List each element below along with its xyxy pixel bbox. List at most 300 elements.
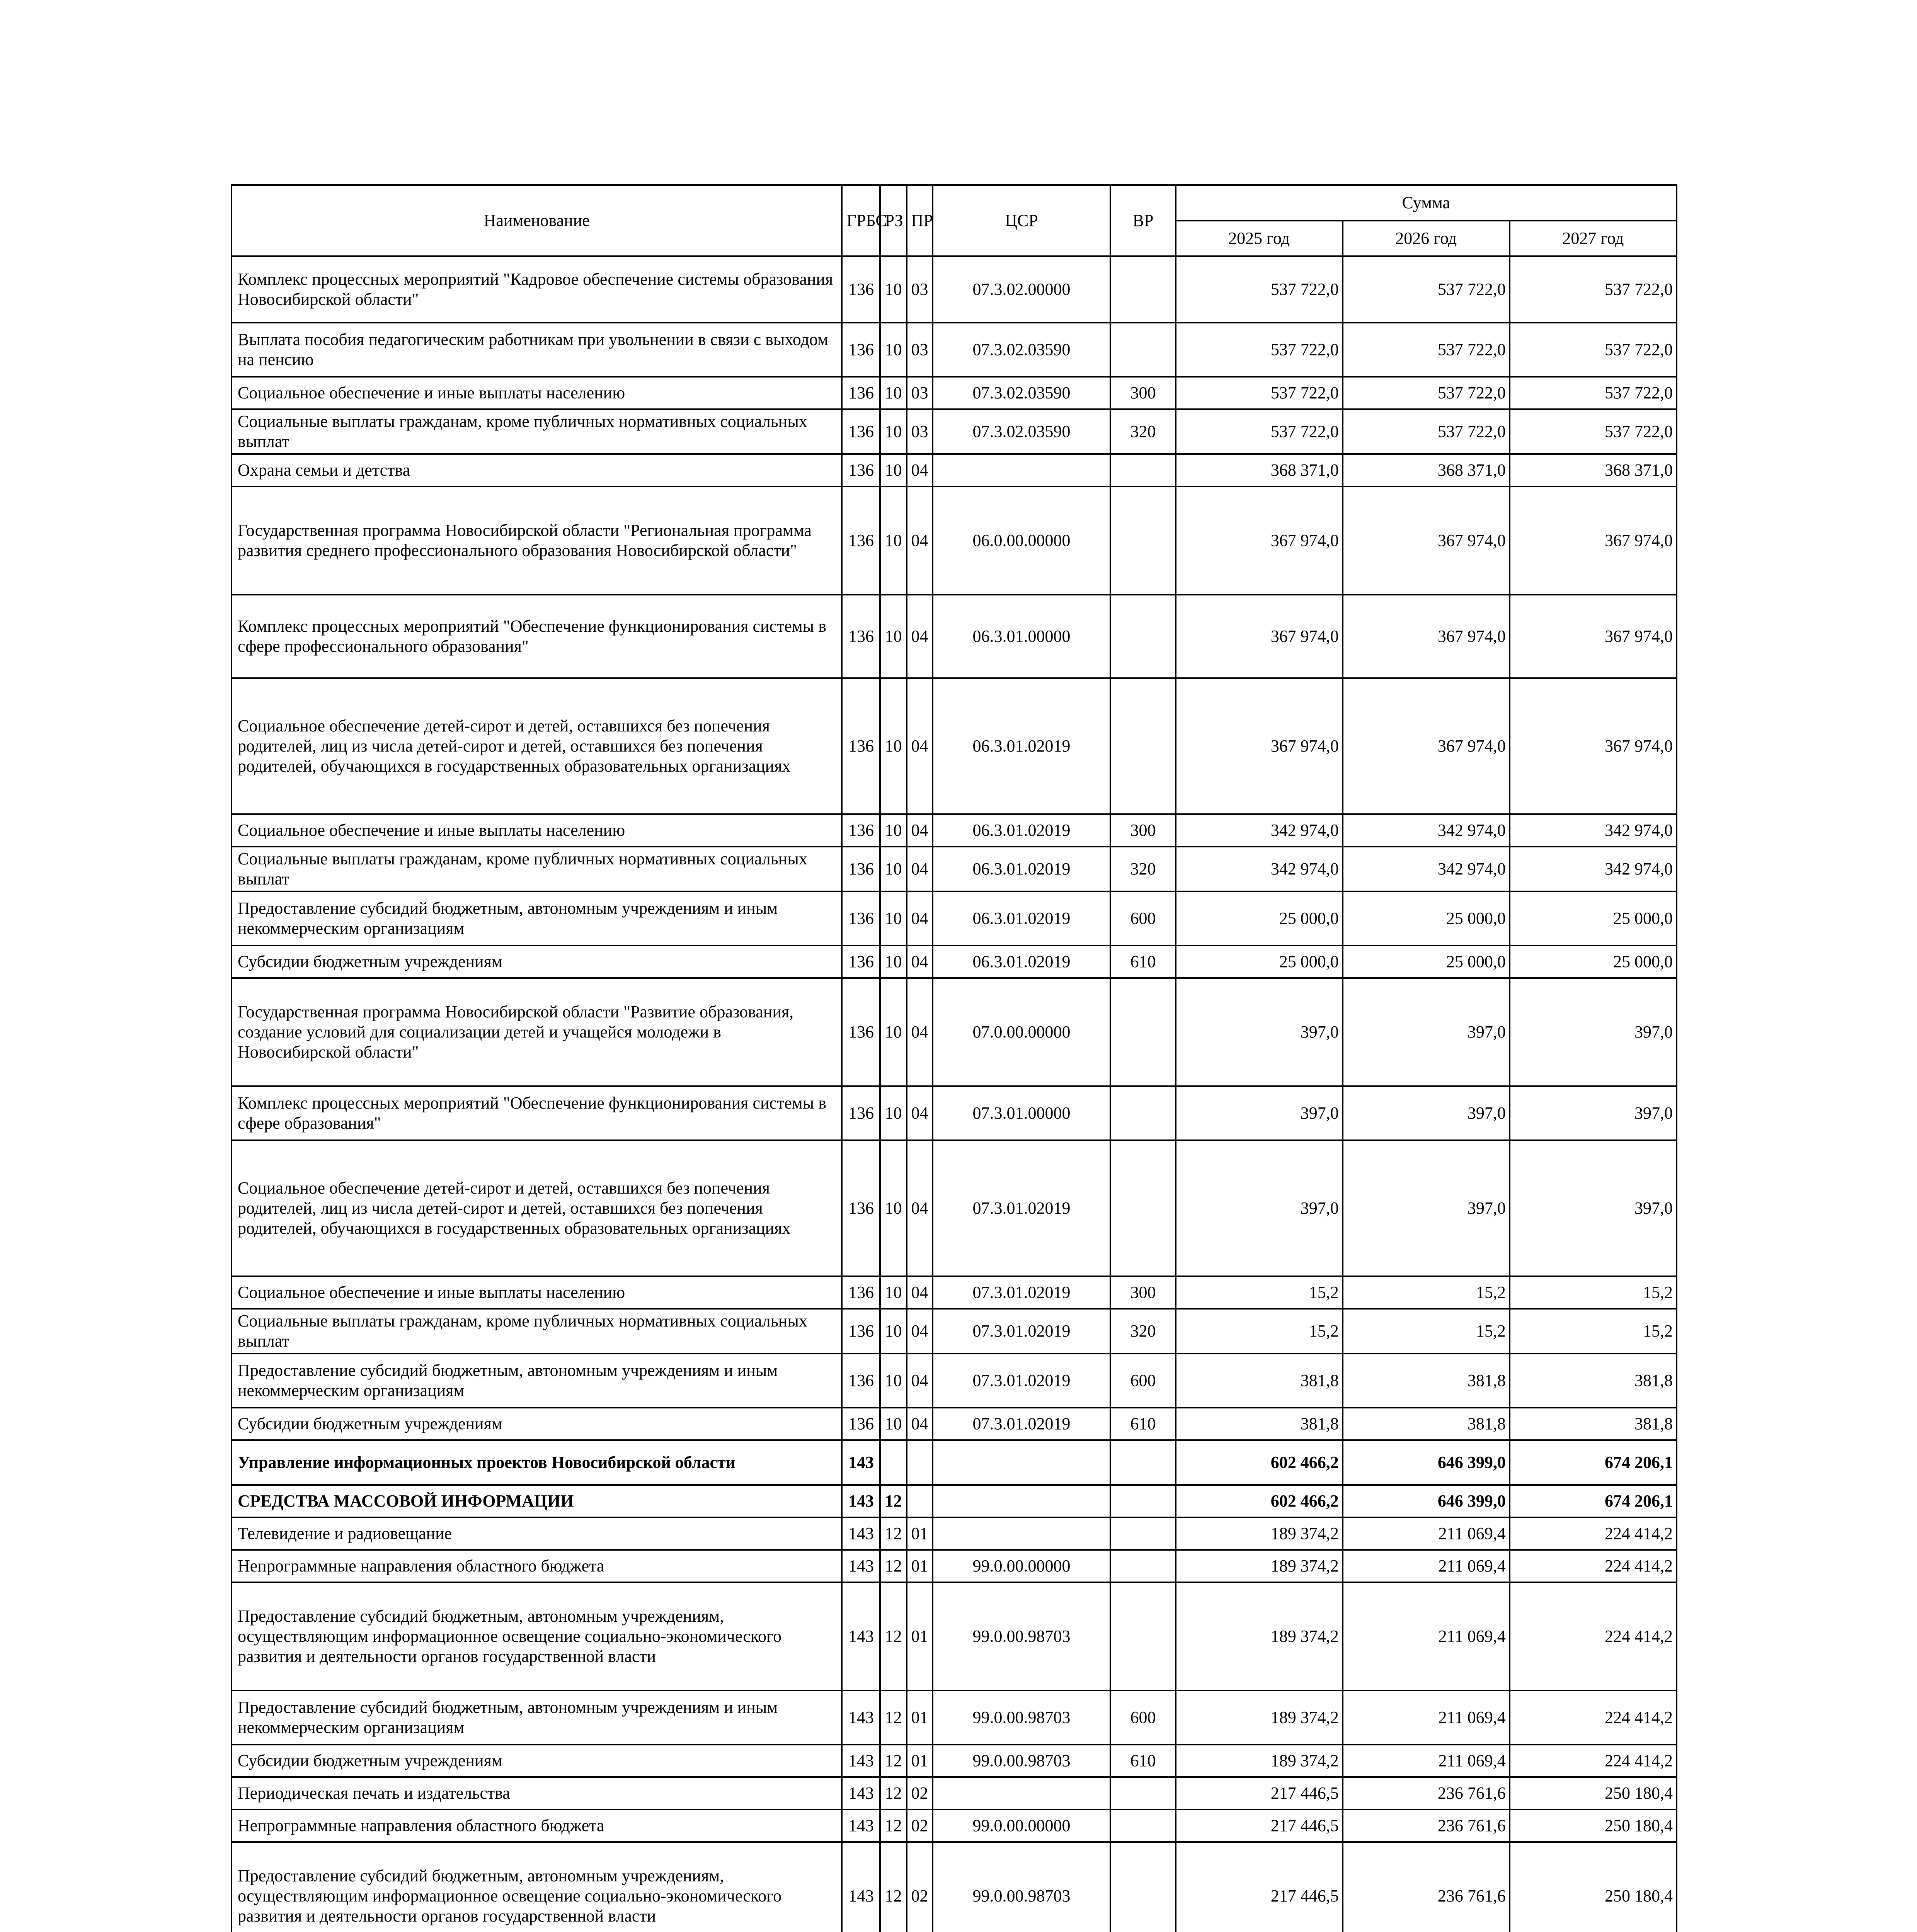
cell-2025: 189 374,2: [1176, 1745, 1343, 1777]
cell-rz: 12: [880, 1582, 906, 1690]
cell-pr: 03: [907, 256, 933, 323]
header-year-2025: 2025 год: [1176, 221, 1343, 256]
cell-csr: [933, 1517, 1111, 1550]
cell-2025: 189 374,2: [1176, 1517, 1343, 1550]
cell-vr: [1110, 256, 1175, 323]
cell-name: Социальное обеспечение и иные выплаты населению: [232, 814, 842, 847]
cell-pr: 04: [907, 847, 933, 891]
cell-name: Социальные выплаты гражданам, кроме публичных нормативных социальных выплат: [232, 1309, 842, 1354]
cell-pr: 03: [907, 377, 933, 409]
cell-grbs: 136: [842, 1140, 880, 1276]
cell-grbs: 136: [842, 256, 880, 323]
cell-2026: 537 722,0: [1343, 256, 1510, 323]
cell-2027: 367 974,0: [1510, 678, 1677, 814]
cell-2026: 397,0: [1343, 1140, 1510, 1276]
cell-vr: [1110, 1086, 1175, 1140]
cell-2027: 15,2: [1510, 1309, 1677, 1354]
table-row: [232, 1086, 1677, 1140]
cell-name: Выплата пособия педагогическим работникам при увольнении в связи с выходом на пенсию: [232, 323, 842, 377]
table-row: [232, 1276, 1677, 1309]
cell-pr: [907, 1485, 933, 1517]
table-row: [232, 595, 1677, 678]
cell-name: Субсидии бюджетным учреждениям: [232, 946, 842, 978]
cell-rz: 10: [880, 1276, 906, 1309]
cell-pr: 04: [907, 1276, 933, 1309]
header-vr: ВР: [1110, 185, 1175, 256]
cell-2026: 211 069,4: [1343, 1517, 1510, 1550]
cell-2026: 211 069,4: [1343, 1582, 1510, 1690]
cell-grbs: 136: [842, 1276, 880, 1309]
cell-vr: [1110, 1517, 1175, 1550]
cell-csr: 07.3.01.02019: [933, 1354, 1111, 1408]
cell-2025: 25 000,0: [1176, 891, 1343, 946]
cell-rz: [880, 1440, 906, 1485]
cell-csr: 07.3.01.02019: [933, 1140, 1111, 1276]
cell-pr: 03: [907, 323, 933, 377]
cell-name: Управление информационных проектов Новосибирской области: [232, 1440, 842, 1485]
table-row: [232, 454, 1677, 486]
cell-grbs: 136: [842, 978, 880, 1086]
cell-2026: 25 000,0: [1343, 891, 1510, 946]
cell-name: Социальное обеспечение детей-сирот и детей, оставшихся без попечения родителей, лиц из числа детей-сирот и детей, оставшихся без попечения родителей, обучающихся в государственных образовательных организациях: [232, 678, 842, 814]
cell-2027: 25 000,0: [1510, 946, 1677, 978]
header-year-2026: 2026 год: [1343, 221, 1510, 256]
cell-pr: 02: [907, 1777, 933, 1810]
cell-rz: 10: [880, 678, 906, 814]
cell-2025: 537 722,0: [1176, 409, 1343, 454]
cell-grbs: 136: [842, 1309, 880, 1354]
cell-2025: 342 974,0: [1176, 847, 1343, 891]
cell-2025: 537 722,0: [1176, 323, 1343, 377]
cell-csr: 07.3.01.02019: [933, 1276, 1111, 1309]
cell-name: Социальное обеспечение и иные выплаты населению: [232, 377, 842, 409]
cell-grbs: 143: [842, 1842, 880, 1932]
table-header: [232, 185, 1677, 256]
cell-2025: 397,0: [1176, 978, 1343, 1086]
cell-2025: 602 466,2: [1176, 1485, 1343, 1517]
cell-vr: 320: [1110, 1309, 1175, 1354]
cell-2027: 250 180,4: [1510, 1777, 1677, 1810]
cell-2026: 381,8: [1343, 1354, 1510, 1408]
cell-2025: 189 374,2: [1176, 1582, 1343, 1690]
cell-csr: 06.3.01.02019: [933, 814, 1111, 847]
cell-pr: 04: [907, 1086, 933, 1140]
cell-rz: 10: [880, 1408, 906, 1440]
cell-2026: 211 069,4: [1343, 1745, 1510, 1777]
cell-name: Комплекс процессных мероприятий "Кадровое обеспечение системы образования Новосибирской области": [232, 256, 842, 323]
cell-2025: 25 000,0: [1176, 946, 1343, 978]
cell-vr: [1110, 323, 1175, 377]
cell-grbs: 143: [842, 1517, 880, 1550]
cell-2026: 15,2: [1343, 1276, 1510, 1309]
cell-2025: 217 446,5: [1176, 1810, 1343, 1842]
cell-2026: 25 000,0: [1343, 946, 1510, 978]
cell-csr: [933, 1777, 1111, 1810]
table-row: [232, 409, 1677, 454]
cell-2026: 236 761,6: [1343, 1777, 1510, 1810]
cell-vr: 600: [1110, 1354, 1175, 1408]
table-row: [232, 1309, 1677, 1354]
cell-pr: 04: [907, 1408, 933, 1440]
header-grbs: ГРБС: [842, 185, 880, 256]
table-row: [232, 1777, 1677, 1810]
cell-2027: 224 414,2: [1510, 1550, 1677, 1582]
cell-pr: 04: [907, 946, 933, 978]
cell-vr: [1110, 1550, 1175, 1582]
cell-grbs: 136: [842, 814, 880, 847]
cell-pr: 04: [907, 1140, 933, 1276]
cell-2026: 368 371,0: [1343, 454, 1510, 486]
cell-2027: 397,0: [1510, 978, 1677, 1086]
cell-csr: [933, 454, 1111, 486]
cell-name: Охрана семьи и детства: [232, 454, 842, 486]
cell-name: Периодическая печать и издательства: [232, 1777, 842, 1810]
table-row: [232, 1745, 1677, 1777]
cell-pr: 04: [907, 678, 933, 814]
cell-csr: 06.3.01.02019: [933, 847, 1111, 891]
cell-grbs: 136: [842, 377, 880, 409]
cell-2026: 236 761,6: [1343, 1842, 1510, 1932]
cell-rz: 10: [880, 946, 906, 978]
cell-name: Предоставление субсидий бюджетным, автономным учреждениям, осуществляющим информационное освещение социально-экономического развития и деятельности органов государственной власти: [232, 1582, 842, 1690]
table-row: [232, 1842, 1677, 1932]
cell-2026: 367 974,0: [1343, 486, 1510, 595]
cell-2025: 381,8: [1176, 1408, 1343, 1440]
cell-csr: 99.0.00.98703: [933, 1842, 1111, 1932]
cell-pr: 01: [907, 1690, 933, 1745]
cell-2027: 674 206,1: [1510, 1440, 1677, 1485]
cell-csr: 07.3.01.02019: [933, 1309, 1111, 1354]
cell-pr: [907, 1440, 933, 1485]
cell-2027: 224 414,2: [1510, 1745, 1677, 1777]
cell-2027: 367 974,0: [1510, 486, 1677, 595]
cell-rz: 10: [880, 486, 906, 595]
cell-rz: 10: [880, 1354, 906, 1408]
cell-rz: 10: [880, 256, 906, 323]
cell-pr: 02: [907, 1842, 933, 1932]
cell-vr: 320: [1110, 847, 1175, 891]
cell-2026: 397,0: [1343, 978, 1510, 1086]
cell-csr: 06.0.00.00000: [933, 486, 1111, 595]
cell-2026: 342 974,0: [1343, 847, 1510, 891]
cell-grbs: 136: [842, 1408, 880, 1440]
header-pr: ПР: [907, 185, 933, 256]
table-row: [232, 891, 1677, 946]
cell-csr: 99.0.00.00000: [933, 1810, 1111, 1842]
table-row: [232, 1140, 1677, 1276]
cell-2027: 674 206,1: [1510, 1485, 1677, 1517]
table-row: [232, 1408, 1677, 1440]
cell-2027: 397,0: [1510, 1086, 1677, 1140]
cell-2026: 397,0: [1343, 1086, 1510, 1140]
cell-2025: 602 466,2: [1176, 1440, 1343, 1485]
cell-vr: 600: [1110, 1690, 1175, 1745]
cell-csr: [933, 1485, 1111, 1517]
cell-csr: 07.3.02.03590: [933, 323, 1111, 377]
cell-rz: 12: [880, 1777, 906, 1810]
table-row: [232, 1517, 1677, 1550]
cell-rz: 12: [880, 1745, 906, 1777]
cell-vr: 610: [1110, 946, 1175, 978]
cell-pr: 04: [907, 1309, 933, 1354]
cell-2026: 381,8: [1343, 1408, 1510, 1440]
cell-csr: 99.0.00.00000: [933, 1550, 1111, 1582]
cell-grbs: 136: [842, 486, 880, 595]
cell-2027: 250 180,4: [1510, 1842, 1677, 1932]
cell-2025: 15,2: [1176, 1276, 1343, 1309]
cell-name: Субсидии бюджетным учреждениям: [232, 1408, 842, 1440]
cell-rz: 12: [880, 1842, 906, 1932]
cell-rz: 12: [880, 1517, 906, 1550]
table-row: [232, 978, 1677, 1086]
cell-2025: 15,2: [1176, 1309, 1343, 1354]
cell-grbs: 143: [842, 1550, 880, 1582]
cell-2026: 236 761,6: [1343, 1810, 1510, 1842]
cell-grbs: 136: [842, 678, 880, 814]
cell-2027: 367 974,0: [1510, 595, 1677, 678]
cell-2026: 646 399,0: [1343, 1485, 1510, 1517]
cell-grbs: 143: [842, 1810, 880, 1842]
cell-csr: 07.3.02.03590: [933, 377, 1111, 409]
cell-rz: 10: [880, 454, 906, 486]
budget-table: [231, 184, 1677, 1932]
cell-vr: [1110, 595, 1175, 678]
cell-grbs: 136: [842, 1086, 880, 1140]
table-row: [232, 1440, 1677, 1485]
cell-2027: 381,8: [1510, 1408, 1677, 1440]
cell-name: Комплекс процессных мероприятий "Обеспечение функционирования системы в сфере профессионального образования": [232, 595, 842, 678]
cell-name: СРЕДСТВА МАССОВОЙ ИНФОРМАЦИИ: [232, 1485, 842, 1517]
cell-rz: 10: [880, 595, 906, 678]
cell-vr: [1110, 978, 1175, 1086]
cell-2025: 537 722,0: [1176, 256, 1343, 323]
cell-name: Предоставление субсидий бюджетным, автономным учреждениям и иным некоммерческим организациям: [232, 1690, 842, 1745]
cell-2025: 397,0: [1176, 1086, 1343, 1140]
cell-vr: 610: [1110, 1408, 1175, 1440]
cell-name: Непрограммные направления областного бюджета: [232, 1810, 842, 1842]
cell-2026: 537 722,0: [1343, 377, 1510, 409]
cell-2027: 342 974,0: [1510, 847, 1677, 891]
cell-grbs: 143: [842, 1440, 880, 1485]
cell-name: Телевидение и радиовещание: [232, 1517, 842, 1550]
table-row: [232, 486, 1677, 595]
cell-name: Государственная программа Новосибирской области "Региональная программа развития среднего профессионального образования Новосибирской области": [232, 486, 842, 595]
cell-2025: 367 974,0: [1176, 486, 1343, 595]
cell-2027: 342 974,0: [1510, 814, 1677, 847]
cell-pr: 04: [907, 486, 933, 595]
cell-2027: 397,0: [1510, 1140, 1677, 1276]
cell-pr: 02: [907, 1810, 933, 1842]
cell-rz: 12: [880, 1550, 906, 1582]
cell-csr: 99.0.00.98703: [933, 1582, 1111, 1690]
table-row: [232, 814, 1677, 847]
cell-2026: 211 069,4: [1343, 1550, 1510, 1582]
cell-2027: 537 722,0: [1510, 256, 1677, 323]
header-csr: ЦСР: [933, 185, 1111, 256]
cell-2027: 15,2: [1510, 1276, 1677, 1309]
cell-name: Предоставление субсидий бюджетным, автономным учреждениям, осуществляющим информационное освещение социально-экономического развития и деятельности органов государственной власти: [232, 1842, 842, 1932]
cell-pr: 04: [907, 454, 933, 486]
cell-grbs: 143: [842, 1582, 880, 1690]
cell-vr: 610: [1110, 1745, 1175, 1777]
cell-2025: 217 446,5: [1176, 1777, 1343, 1810]
cell-2027: 250 180,4: [1510, 1810, 1677, 1842]
cell-2026: 367 974,0: [1343, 678, 1510, 814]
cell-vr: [1110, 678, 1175, 814]
cell-name: Социальные выплаты гражданам, кроме публичных нормативных социальных выплат: [232, 847, 842, 891]
cell-grbs: 136: [842, 323, 880, 377]
cell-vr: [1110, 1140, 1175, 1276]
cell-name: Предоставление субсидий бюджетным, автономным учреждениям и иным некоммерческим организациям: [232, 891, 842, 946]
cell-pr: 01: [907, 1582, 933, 1690]
cell-2025: 367 974,0: [1176, 678, 1343, 814]
table-body: [232, 256, 1677, 1932]
cell-rz: 12: [880, 1810, 906, 1842]
cell-2026: 211 069,4: [1343, 1690, 1510, 1745]
table-row: [232, 1354, 1677, 1408]
cell-2026: 15,2: [1343, 1309, 1510, 1354]
cell-csr: 07.3.01.02019: [933, 1408, 1111, 1440]
cell-vr: [1110, 1810, 1175, 1842]
cell-2027: 537 722,0: [1510, 323, 1677, 377]
table-row: [232, 678, 1677, 814]
cell-csr: 06.3.01.02019: [933, 891, 1111, 946]
cell-2027: 537 722,0: [1510, 377, 1677, 409]
cell-grbs: 136: [842, 409, 880, 454]
cell-vr: 300: [1110, 1276, 1175, 1309]
table-row: [232, 323, 1677, 377]
cell-pr: 04: [907, 595, 933, 678]
cell-grbs: 143: [842, 1777, 880, 1810]
cell-2027: 368 371,0: [1510, 454, 1677, 486]
cell-rz: 10: [880, 814, 906, 847]
cell-vr: [1110, 1440, 1175, 1485]
cell-rz: 10: [880, 891, 906, 946]
cell-pr: 01: [907, 1745, 933, 1777]
table-row: [232, 1485, 1677, 1517]
cell-2026: 646 399,0: [1343, 1440, 1510, 1485]
cell-pr: 04: [907, 814, 933, 847]
cell-2027: 25 000,0: [1510, 891, 1677, 946]
cell-rz: 10: [880, 1309, 906, 1354]
header-year-2027: 2027 год: [1510, 221, 1677, 256]
cell-2027: 224 414,2: [1510, 1690, 1677, 1745]
cell-vr: [1110, 1842, 1175, 1932]
cell-csr: [933, 1440, 1111, 1485]
table-row: [232, 256, 1677, 323]
cell-rz: 10: [880, 1086, 906, 1140]
cell-2027: 224 414,2: [1510, 1582, 1677, 1690]
cell-2025: 537 722,0: [1176, 377, 1343, 409]
cell-pr: 04: [907, 978, 933, 1086]
cell-2027: 537 722,0: [1510, 409, 1677, 454]
cell-vr: [1110, 486, 1175, 595]
cell-2025: 381,8: [1176, 1354, 1343, 1408]
table-row: [232, 377, 1677, 409]
cell-2025: 367 974,0: [1176, 595, 1343, 678]
cell-name: Социальное обеспечение детей-сирот и детей, оставшихся без попечения родителей, лиц из числа детей-сирот и детей, оставшихся без попечения родителей, обучающихся в государственных образовательных организациях: [232, 1140, 842, 1276]
cell-csr: 06.3.01.02019: [933, 946, 1111, 978]
cell-vr: [1110, 1582, 1175, 1690]
cell-rz: 10: [880, 323, 906, 377]
cell-name: Социальные выплаты гражданам, кроме публичных нормативных социальных выплат: [232, 409, 842, 454]
cell-vr: [1110, 454, 1175, 486]
cell-rz: 10: [880, 978, 906, 1086]
cell-grbs: 136: [842, 454, 880, 486]
cell-2027: 381,8: [1510, 1354, 1677, 1408]
cell-csr: 99.0.00.98703: [933, 1745, 1111, 1777]
cell-pr: 04: [907, 1354, 933, 1408]
cell-2025: 189 374,2: [1176, 1550, 1343, 1582]
cell-csr: 07.3.02.03590: [933, 409, 1111, 454]
cell-vr: 300: [1110, 814, 1175, 847]
cell-name: Непрограммные направления областного бюджета: [232, 1550, 842, 1582]
cell-grbs: 136: [842, 946, 880, 978]
cell-csr: 99.0.00.98703: [933, 1690, 1111, 1745]
cell-grbs: 136: [842, 1354, 880, 1408]
cell-grbs: 136: [842, 847, 880, 891]
table-row: [232, 1550, 1677, 1582]
cell-vr: 600: [1110, 891, 1175, 946]
cell-name: Комплекс процессных мероприятий "Обеспечение функционирования системы в сфере образования": [232, 1086, 842, 1140]
cell-rz: 10: [880, 377, 906, 409]
cell-name: Социальное обеспечение и иные выплаты населению: [232, 1276, 842, 1309]
cell-vr: 320: [1110, 409, 1175, 454]
cell-csr: 07.0.00.00000: [933, 978, 1111, 1086]
header-sum: Сумма: [1176, 185, 1677, 221]
cell-csr: 07.3.01.00000: [933, 1086, 1111, 1140]
cell-vr: [1110, 1777, 1175, 1810]
header-name: Наименование: [232, 185, 842, 256]
cell-2025: 217 446,5: [1176, 1842, 1343, 1932]
table-row: [232, 1810, 1677, 1842]
cell-grbs: 136: [842, 891, 880, 946]
cell-rz: 12: [880, 1485, 906, 1517]
cell-2025: 189 374,2: [1176, 1690, 1343, 1745]
cell-pr: 01: [907, 1517, 933, 1550]
cell-vr: [1110, 1485, 1175, 1517]
cell-pr: 03: [907, 409, 933, 454]
cell-vr: 300: [1110, 377, 1175, 409]
cell-2025: 368 371,0: [1176, 454, 1343, 486]
table-row: [232, 946, 1677, 978]
cell-pr: 01: [907, 1550, 933, 1582]
cell-rz: 10: [880, 409, 906, 454]
cell-rz: 12: [880, 1690, 906, 1745]
cell-csr: 06.3.01.00000: [933, 595, 1111, 678]
table-row: [232, 1582, 1677, 1690]
cell-2026: 537 722,0: [1343, 409, 1510, 454]
cell-2025: 342 974,0: [1176, 814, 1343, 847]
cell-pr: 04: [907, 891, 933, 946]
cell-name: Субсидии бюджетным учреждениям: [232, 1745, 842, 1777]
cell-2026: 367 974,0: [1343, 595, 1510, 678]
cell-csr: 07.3.02.00000: [933, 256, 1111, 323]
cell-rz: 10: [880, 1140, 906, 1276]
header-rz: РЗ: [880, 185, 906, 256]
cell-name: Государственная программа Новосибирской области "Развитие образования, создание условий для социализации детей и учащейся молодежи в Новосибирской области": [232, 978, 842, 1086]
cell-name: Предоставление субсидий бюджетным, автономным учреждениям и иным некоммерческим организациям: [232, 1354, 842, 1408]
table-row: [232, 847, 1677, 891]
table-row: [232, 1690, 1677, 1745]
cell-csr: 06.3.01.02019: [933, 678, 1111, 814]
cell-2027: 224 414,2: [1510, 1517, 1677, 1550]
cell-rz: 10: [880, 847, 906, 891]
cell-2026: 342 974,0: [1343, 814, 1510, 847]
cell-2026: 537 722,0: [1343, 323, 1510, 377]
cell-grbs: 136: [842, 595, 880, 678]
cell-2025: 397,0: [1176, 1140, 1343, 1276]
